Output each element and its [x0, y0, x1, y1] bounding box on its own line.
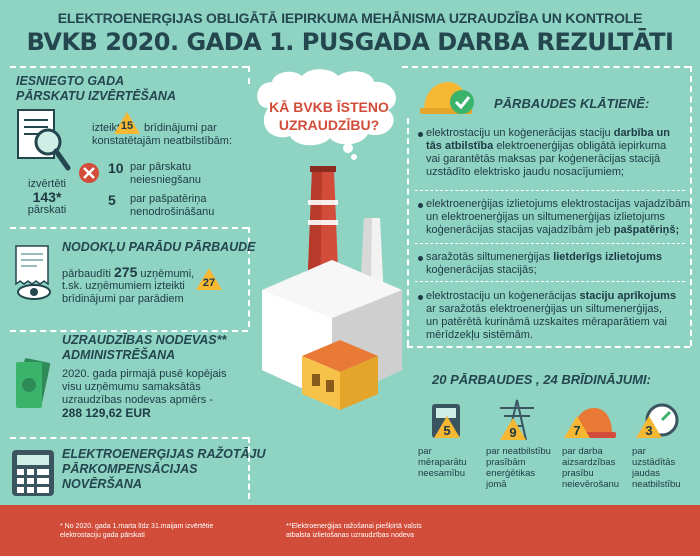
item1-text-line: neiesniegšanu — [130, 174, 201, 186]
onsite-item-3 — [426, 251, 684, 277]
divider — [10, 437, 248, 439]
section-title-line: ADMINISTRĒŠANA — [62, 348, 176, 362]
check-label-line: par neatbilstību — [486, 446, 551, 457]
onsite-line: vai garantētās maksas par koģenerācijas stacijā — [426, 153, 661, 165]
section-title-fee — [62, 333, 226, 363]
divider — [415, 190, 685, 191]
divider — [10, 330, 248, 332]
check-label-line: par — [632, 446, 646, 457]
onsite-line — [426, 251, 684, 264]
check-label-line: neatbilstību — [632, 479, 681, 490]
section-title-line: PĀRSKATU IZVĒRTĒŠANA — [16, 89, 176, 103]
onsite-line: mērīdzekļu sistēmām. — [426, 329, 533, 341]
hardhat-check-icon — [418, 76, 478, 120]
onsite-line — [426, 140, 684, 153]
page-title: BVKB 2020. GADA 1. PUSGADA DARBA REZULTĀTI — [26, 28, 674, 56]
check-label-line: par darba — [562, 446, 603, 457]
onsite-text: saražotās siltumenerģijas — [426, 251, 551, 263]
onsite-item-4 — [426, 290, 684, 342]
section-title-line: NOVĒRŠANA — [62, 477, 142, 491]
check-label-line: neievērošanu — [562, 479, 620, 490]
check-count: 5 — [443, 423, 451, 438]
bullet — [418, 203, 423, 208]
onsite-bold: darbība un — [613, 127, 670, 139]
onsite-text: elektrostaciju un koģenerācijas — [426, 290, 577, 302]
onsite-text: elektrostaciju un koģenerācijas staciju — [426, 127, 611, 139]
footnote-line: elektrostaciju gada pārskati — [60, 532, 145, 539]
bubble-line: KĀ BVKB ĪSTENO — [269, 99, 389, 115]
check-label-line: neesamību — [418, 468, 466, 479]
onsite-line: elektroenerģijas izlietojums elektrostacijas vajadzībām — [426, 198, 691, 210]
bubble-text — [254, 98, 404, 134]
section-title-line: ELEKTROENERĢIJAS RAŽOTĀJU — [62, 447, 266, 461]
divider — [402, 66, 690, 68]
check-label-line: uzstādītās — [632, 457, 676, 468]
onsite-line: ar saražotās elektroenerģijas un siltumenerģijas, — [426, 303, 663, 315]
tax-warn-count: 27 — [202, 277, 216, 289]
divider — [407, 346, 690, 348]
onsite-bold: tās atbilstība — [426, 140, 494, 152]
check-label — [562, 446, 619, 490]
tax-line1-prefix: pārbaudīti — [62, 268, 111, 280]
onsite-item-2 — [426, 198, 691, 237]
onsite-line — [426, 290, 684, 303]
tax-line1 — [62, 266, 194, 281]
fee-text-line: uzraudzības nodevas apmērs - — [62, 394, 214, 406]
check-count: 3 — [645, 423, 653, 438]
check-label — [486, 446, 551, 490]
evaluated-count: 143* — [32, 189, 62, 205]
evaluated-unit: pārskati — [27, 204, 67, 216]
check-label-line: par — [418, 446, 432, 457]
onsite-text: koģenerācijas stacijas vajadzībām jeb — [426, 224, 611, 236]
check-label-line: enerģētikas — [486, 468, 536, 479]
item2-count: 5 — [108, 192, 116, 208]
onsite-bold: pašpatēriņš; — [613, 224, 680, 236]
section-title-line: IESNIEGTO GADA — [16, 74, 125, 88]
tax-line3: brīdinājumi par parādiem — [62, 293, 184, 305]
receipt-eye-icon — [12, 244, 56, 300]
footnote-line: atbalsta izlietošanas uzraudzības nodeva — [286, 532, 415, 539]
check-label-line: jaudas — [632, 468, 660, 479]
section-title-checks: 20 PĀRBAUDES , 24 BRĪDINĀJUMI: — [432, 372, 651, 387]
fee-text-line: 2020. gada pirmajā pusē kopējais — [62, 368, 227, 380]
onsite-line: un elektroenerģijas un siltumenerģijas izlietojums — [426, 211, 666, 223]
section-title-tax: NODOKĻU PARĀDU PĀRBAUDE — [62, 240, 256, 254]
evaluated-label: izvērtēti — [28, 178, 66, 190]
tax-line2: t.sk. uzņēmumiem izteikti — [62, 280, 185, 292]
check-label-line: aizsardzības — [562, 457, 616, 468]
onsite-line — [426, 224, 684, 237]
onsite-item-1 — [426, 127, 684, 179]
document-magnifier-icon — [16, 108, 72, 174]
banknote-icon — [10, 356, 54, 412]
onsite-text: elektroenerģijas obligātā iepirkuma — [496, 140, 667, 152]
item1-text-line: par pārskatu — [130, 161, 192, 173]
warn-prefix: izteikti — [92, 122, 123, 134]
section-title-line: UZRAUDZĪBAS NODEVAS** — [62, 333, 227, 347]
divider — [10, 66, 248, 68]
check-label-line: jomā — [486, 479, 507, 490]
item1-count: 10 — [108, 160, 124, 176]
onsite-line — [426, 127, 684, 140]
fee-text — [62, 368, 227, 420]
tax-checked-count: 275 — [114, 264, 138, 280]
onsite-line: uzstādīto elektrisko jaudu nosacījumiem; — [426, 166, 625, 178]
bullet — [418, 132, 423, 137]
evaluated-block — [22, 178, 72, 217]
bubble-line: UZRAUDZĪBU? — [278, 117, 380, 133]
cross-icon — [78, 162, 100, 184]
bullet — [418, 295, 423, 300]
warn-line2: konstatētajām neatbilstībām: — [92, 135, 233, 147]
onsite-line: koģenerācijas stacijās; — [426, 264, 537, 276]
divider — [690, 66, 692, 346]
check-label — [418, 446, 467, 479]
footnote-2 — [286, 522, 422, 540]
item2-text — [130, 193, 214, 219]
tax-line1-suffix: uzņēmumi, — [140, 268, 195, 280]
calculator-icon — [10, 448, 56, 498]
footnote-line: * No 2020. gada 1.marta līdz 31.maijam izvērtētie — [60, 523, 214, 530]
divider — [415, 281, 685, 282]
item2-text-line: nenodrošināšanu — [130, 206, 215, 218]
divider — [415, 243, 685, 244]
onsite-bold: lietderīgs izlietojums — [553, 251, 662, 263]
check-count: 9 — [509, 425, 517, 440]
item1-text — [130, 161, 201, 187]
check-label-line: prasību — [562, 468, 594, 479]
factory-illustration — [242, 160, 406, 422]
section-title-reports — [16, 74, 176, 104]
onsite-bold: staciju aprīkojums — [579, 290, 677, 302]
item2-text-line: par pašpatēriņa — [130, 193, 207, 205]
check-count: 7 — [573, 423, 581, 438]
fee-text-line: visu uzņēmumu samaksātās — [62, 381, 201, 393]
bullet — [418, 256, 423, 261]
warn-suffix: brīdinājumi par — [144, 122, 217, 134]
check-label-line: mēraparātu — [418, 457, 467, 468]
section-title-line: PĀRKOMPENSĀCIJAS — [62, 462, 198, 476]
check-label-line: prasībām — [486, 457, 526, 468]
onsite-line: un patērētā kurināmā uzskaites mēraparātiem vai — [426, 316, 667, 328]
check-label — [632, 446, 681, 490]
footnote-1 — [60, 522, 213, 540]
divider — [10, 227, 248, 229]
warn-count: 15 — [120, 120, 134, 132]
fee-amount: 288 129,62 EUR — [62, 406, 151, 420]
footnote-line: **Elektroenerģijas ražošanai piešķirtā valsts — [286, 523, 422, 530]
header-subtitle: ELEKTROENERĢIJAS OBLIGĀTĀ IEPIRKUMA MEHĀNISMA UZRAUDZĪBA UN KONTROLE — [57, 10, 643, 26]
section-title-onsite: PĀRBAUDES KLĀTIENĒ: — [494, 96, 650, 111]
section-title-overcompensation — [62, 447, 266, 492]
